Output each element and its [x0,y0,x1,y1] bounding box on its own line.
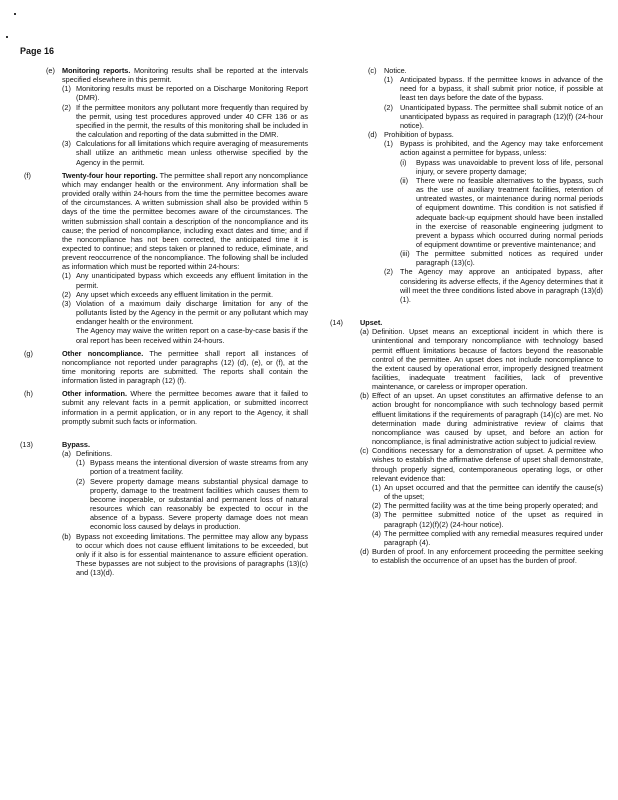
paragraph-h [16,389,308,426]
paragraph-label: (e) [46,66,55,75]
paragraph-text: Other information. Where the permittee becomes aware that it failed to submit any relevant facts in a permit application, or submitted incorrect information in a permit application, or in any report to the Agency, it shall promptly submit such facts or information. [62,389,308,426]
paragraph-heading: Other noncompliance. [62,348,144,358]
paragraph-text: Other noncompliance. The permittee shall report all instances of noncompliance not reported under paragraphs (12) (d), (e), or (f), at the time monitoring reports are submitted. The reports shall contain the information listed in paragraph (12) (f). [62,348,309,386]
subsection-a: (a) Definitions. (1) Bypass means the intentional diversion of waste streams from any portion of a treatment facility. (2) Severe property damage means substantial physical damage to property, damage to the treatment facilities which causes them to become inoperable, or substantial and permanent loss of natural resources which can reasonably be expected to occur in the absence of a bypass. Severe property damage does not mean economic loss caused by delays in production. [62,449,308,532]
paragraph-heading: Twenty-four hour reporting. [62,170,158,180]
subsection-a: (a) Definition. Upset means an exceptional incident in which there is unintentional and temporary noncompliance with technology based permit effluent limitations because of factors beyond the reasonable control of the permittee. An upset does not include noncompliance to the extent caused by operational error, improperly designed treatment facilities, inadequate treatment facilities, lack of preventive maintenance, or careless or improper operation. [360,327,603,392]
paragraph-label: (g) [24,348,33,358]
roman-item: (ii) There were no feasible alternatives to the bypass, such as the use of auxiliary treatment facilities, retention of untreated wastes, or maintenance during normal periods of equipment downtime. This condition is not satisfied if adequate back-up equipment should have been installed in the exercise of reasonable engineering judgment to prevent a bypass which occurred during normal periods of equipment downtime or preventive maintenance; and [400,175,603,249]
list-item: (1) Monitoring results must be reported on a Discharge Monitoring Report (DMR). [62,84,308,103]
subsection-b: (b) Bypass not exceeding limitations. The permittee may allow any bypass to occur which does not cause effluent limitations to be exceeded, but only if it also is for essential maintenance to assure efficient operation. These bypasses are not subject to the provisions of paragraphs (13)(c) and (13)(d). [62,531,308,578]
list-item: (1) Bypass is prohibited, and the Agency may take enforcement action against a permittee for bypass, unless: (i) Bypass was unavoidable to prevent loss of life, personal injury, or severe property damage; (ii) There were no feasible alternatives to the bypass, such as the use of auxiliary treatment facilities, retention of untreated wastes, or maintenance during normal periods of equipment downtime. This condition is not satisfied if adequate back-up equipment should have been installed in the exercise of reasonable engineering judgment to prevent a bypass which occurred during normal periods of equipment downtime or preventive maintenance; and (iii) The permittee submitted notices as required under paragraph (13)(c). [384,139,603,268]
paragraph-g [16,349,308,386]
list-item: (4) The permittee complied with any remedial measures required under paragraph (4). [372,528,603,547]
paragraph-heading: Other information. [62,389,127,399]
list-item: (3) Violation of a maximum daily discharge limitation for any of the pollutants listed by the Agency in the permit or any pollutant which may endanger health or the environment. The Agency may waive the written report on a case-by-case basis if the oral report has been received within 24-hours. [62,298,308,345]
paragraph-heading: Monitoring reports. [62,66,131,75]
list-item: (2) Severe property damage means substantial physical damage to property, damage to the treatment facilities which causes them to become inoperable, or substantial and permanent loss of natural resources which can reasonably be expected to occur in the absence of a bypass. Severe property damage does not mean economic loss caused by delays in production. [76,476,308,532]
list-item: (3) Calculations for all limitations which require averaging of measurements shall utilize an arithmetic mean unless otherwise specified by the Agency in the permit. [62,139,308,167]
list-item: (2) Unanticipated bypass. The permittee shall submit notice of an unanticipated bypass as required in paragraph (12)(f) (24-hour notice). [384,102,603,130]
subsection-c-notice: (c) Notice. (1) Anticipated bypass. If the permittee knows in advance of the need for a bypass, it shall submit prior notice, if possible at least ten days before the date of the bypass. (2) Unanticipated bypass. The permittee shall submit notice of an unanticipated bypass as required in paragraph (12)(f) (24-hour notice). [368,66,603,130]
list-item: (1) An upset occurred and that the permittee can identify the cause(s) of the upset; [372,482,603,502]
section-13-bypass [16,440,308,577]
paragraph-label: (f) [24,170,31,180]
list-item: (1) Bypass means the intentional diversion of waste streams from any portion of a treatment facility. [76,458,308,477]
list-item: (3) The permittee submitted notice of the upset as required in paragraph (12)(f)(2) (24-hour notice). [372,510,603,529]
paragraph-text: Monitoring reports. Monitoring results shall be reported at the intervals specified elsewhere in this permit. [62,66,308,85]
section-heading: Bypass. [62,439,90,449]
list-item: (2) Any upset which exceeds any effluent limitation in the permit. [62,289,273,299]
paragraph-f [16,171,308,345]
right-column [318,66,603,565]
subsection-b: (b) Effect of an upset. An upset constitutes an affirmative defense to an action brought for noncompliance with such technology based permit effluent limitations if the requirements of paragraph (14)(c) are met. No determination made during administrative review of claims that noncompliance was caused by upset, and before an action for noncompliance, is final administrative action subject to judicial review. [360,391,603,447]
waiver-note: The Agency may waive the written report on a case-by-case basis if the oral report has been received within 24-hours. [76,326,308,345]
list-item: (2) The permitted facility was at the time being properly operated; and [372,501,598,511]
left-column [16,66,308,577]
subsection-d-prohibition: (d) Prohibition of bypass. (1) Bypass is prohibited, and the Agency may take enforcement action against a permittee for bypass, unless: (i) Bypass was unavoidable to prevent loss of life, personal injury, or severe property damage; (ii) There were no feasible alternatives to the bypass, such as the use of auxiliary treatment facilities, retention of untreated wastes, or maintenance during normal periods of equipment downtime. This condition is not satisfied if adequate back-up equipment should have been installed in the exercise of reasonable engineering judgment to prevent a bypass which occurred during normal periods of equipment downtime or preventive maintenance; and (iii) The permittee submitted notices as required under paragraph (13)(c). (2) The Agency may approve an anticipated bypass, after considering its adverse effects, if the Agency determines that it will meet the three conditions listed above in paragraph (13)(d)(1). [368,130,603,304]
list-item: (2) If the permittee monitors any pollutant more frequently than required by the permit, using test procedures approved under 40 CFR 136 or as specified in the permit, the results of this monitoring shall be included in the calculation and reporting of the data submitted in the DMR. [62,102,308,140]
section-label: (14) [330,318,343,328]
paragraph-label: (h) [24,389,33,399]
list-item: (2) The Agency may approve an anticipated bypass, after considering its adverse effects, if the Agency determines that it will meet the three conditions listed above in paragraph (13)(d)(1). [384,267,603,304]
section-14-upset [318,318,603,565]
list-item: (1) Any unanticipated bypass which exceeds any effluent limitation in the permit. [62,271,308,290]
roman-item: (i) Bypass was unavoidable to prevent loss of life, personal injury, or severe property damage; [400,157,603,176]
paragraph-text: Twenty-four hour reporting. The permittee shall report any noncompliance which may endanger health or the environment. Any information shall be provided orally within 24-hours from the time the permittee becomes aware of the circumstances. A written submission shall also be provided within 5 days of the time the permittee becomes aware of the circumstances. The written submission shall contain a description of the noncompliance and its cause; the period of noncompliance, including exact dates and time; and if the noncompliance has not been corrected, the anticipated time it is expected to continue; and steps taken or planned to reduce, eliminate, and prevent reoccurrence of the noncompliance. The following shall be included as information which must be reported within 24-hours: [62,170,308,272]
scan-speck [14,13,16,15]
scan-speck [6,36,8,38]
page-number: Page 16 [20,46,55,56]
section-label: (13) [20,439,33,449]
roman-item: (iii) The permittee submitted notices as required under paragraph (13)(c). [400,249,603,268]
list-item: (1) Anticipated bypass. If the permittee knows in advance of the need for a bypass, it shall submit prior notice, if possible at least ten days before the date of the bypass. [384,75,603,103]
section-heading: Upset. [360,318,383,328]
subsection-d: (d) Burden of proof. In any enforcement proceeding the permittee seeking to establish the occurrence of an upset has the burden of proof. [360,546,603,566]
paragraph-e [16,66,308,167]
subsection-c: (c) Conditions necessary for a demonstration of upset. A permittee who wishes to establish the affirmative defense of upset shall demonstrate, through properly signed, contemporaneous operating logs, or other relevant evidence that: (1) An upset occurred and that the permittee can identify the cause(s) of the upset; (2) The permitted facility was at the time being properly operated; and (3) The permittee submitted notice of the upset as required in paragraph (12)(f)(2) (24-hour notice). (4) The permittee complied with any remedial measures required under paragraph (4). [360,446,603,547]
